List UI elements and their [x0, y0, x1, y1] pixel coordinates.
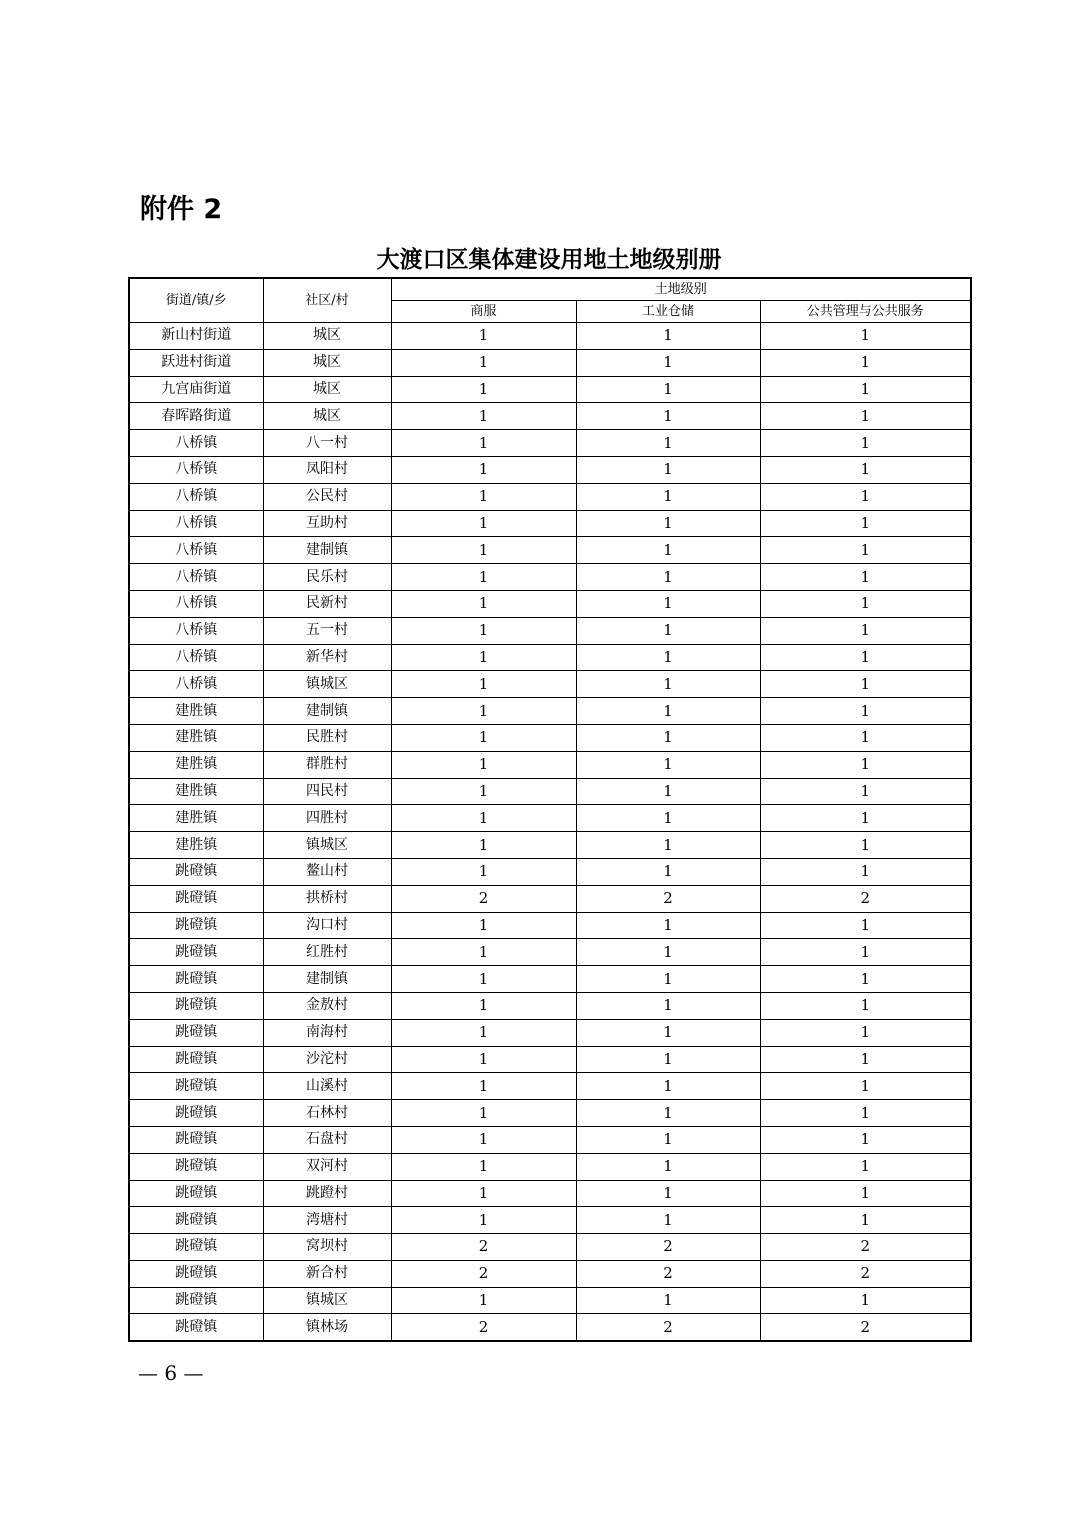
cell-community: 窝坝村: [263, 1234, 391, 1261]
cell-industrial-grade: 1: [576, 966, 760, 993]
cell-industrial-grade: 1: [576, 1180, 760, 1207]
cell-community: 南海村: [263, 1019, 391, 1046]
cell-district: 跳磴镇: [129, 939, 263, 966]
cell-industrial-grade: 1: [576, 698, 760, 725]
cell-commercial-grade: 1: [391, 1153, 576, 1180]
cell-public-grade: 1: [760, 912, 971, 939]
cell-district: 跳磴镇: [129, 992, 263, 1019]
cell-community: 鳌山村: [263, 858, 391, 885]
table-row: [129, 590, 971, 617]
cell-commercial-grade: 1: [391, 510, 576, 537]
cell-public-grade: 1: [760, 1153, 971, 1180]
table-row: [129, 376, 971, 403]
cell-industrial-grade: 1: [576, 992, 760, 1019]
cell-community: 沙沱村: [263, 1046, 391, 1073]
cell-district: 建胜镇: [129, 751, 263, 778]
cell-district: 跳磴镇: [129, 1073, 263, 1100]
table-row: [129, 1287, 971, 1314]
cell-district: 八桥镇: [129, 430, 263, 457]
cell-community: 沟口村: [263, 912, 391, 939]
table-row: [129, 1153, 971, 1180]
cell-district: 跳磴镇: [129, 1234, 263, 1261]
cell-community: 城区: [263, 349, 391, 376]
cell-commercial-grade: 1: [391, 430, 576, 457]
table-row: [129, 564, 971, 591]
cell-district: 跳磴镇: [129, 1019, 263, 1046]
cell-community: 石林村: [263, 1100, 391, 1127]
table-row: [129, 1126, 971, 1153]
table-row: [129, 992, 971, 1019]
table-row: [129, 483, 971, 510]
cell-public-grade: 1: [760, 724, 971, 751]
cell-community: 镇城区: [263, 832, 391, 859]
cell-district: 建胜镇: [129, 832, 263, 859]
cell-district: 建胜镇: [129, 778, 263, 805]
cell-industrial-grade: 1: [576, 1207, 760, 1234]
table-row: [129, 698, 971, 725]
header-commercial: 商服: [391, 301, 576, 323]
cell-commercial-grade: 1: [391, 349, 576, 376]
header-public: 公共管理与公共服务: [760, 301, 971, 323]
cell-industrial-grade: 2: [576, 1234, 760, 1261]
table-row: [129, 323, 971, 350]
table-row: [129, 1019, 971, 1046]
page-number: — 6 —: [138, 1361, 204, 1385]
cell-public-grade: 1: [760, 510, 971, 537]
table-row: [129, 1207, 971, 1234]
cell-commercial-grade: 2: [391, 1260, 576, 1287]
table-row: [129, 1046, 971, 1073]
cell-public-grade: 1: [760, 323, 971, 350]
cell-district: 新山村街道: [129, 323, 263, 350]
cell-industrial-grade: 1: [576, 912, 760, 939]
cell-industrial-grade: 1: [576, 939, 760, 966]
cell-public-grade: 1: [760, 403, 971, 430]
cell-industrial-grade: 1: [576, 858, 760, 885]
cell-district: 跳磴镇: [129, 1126, 263, 1153]
cell-public-grade: 1: [760, 671, 971, 698]
cell-community: 拱桥村: [263, 885, 391, 912]
header-community: 社区/村: [263, 278, 391, 323]
cell-public-grade: 2: [760, 885, 971, 912]
cell-public-grade: 1: [760, 537, 971, 564]
cell-commercial-grade: 1: [391, 966, 576, 993]
cell-community: 民新村: [263, 590, 391, 617]
cell-commercial-grade: 1: [391, 1073, 576, 1100]
cell-public-grade: 1: [760, 992, 971, 1019]
cell-community: 四胜村: [263, 805, 391, 832]
cell-community: 凤阳村: [263, 456, 391, 483]
cell-commercial-grade: 1: [391, 323, 576, 350]
table-row: [129, 832, 971, 859]
cell-community: 八一村: [263, 430, 391, 457]
table-row: [129, 966, 971, 993]
cell-community: 群胜村: [263, 751, 391, 778]
cell-public-grade: 2: [760, 1234, 971, 1261]
cell-community: 互助村: [263, 510, 391, 537]
cell-district: 跳磴镇: [129, 1100, 263, 1127]
cell-industrial-grade: 1: [576, 1126, 760, 1153]
cell-public-grade: 1: [760, 564, 971, 591]
cell-district: 八桥镇: [129, 537, 263, 564]
cell-public-grade: 1: [760, 456, 971, 483]
cell-public-grade: 1: [760, 1180, 971, 1207]
cell-district: 跳磴镇: [129, 912, 263, 939]
cell-district: 跳磴镇: [129, 885, 263, 912]
cell-public-grade: 1: [760, 349, 971, 376]
cell-industrial-grade: 1: [576, 510, 760, 537]
cell-district: 跳磴镇: [129, 966, 263, 993]
table-row: [129, 778, 971, 805]
cell-community: 四民村: [263, 778, 391, 805]
cell-commercial-grade: 1: [391, 1207, 576, 1234]
cell-commercial-grade: 1: [391, 912, 576, 939]
cell-district: 跃进村街道: [129, 349, 263, 376]
cell-district: 跳磴镇: [129, 1314, 263, 1341]
cell-industrial-grade: 1: [576, 323, 760, 350]
cell-community: 建制镇: [263, 698, 391, 725]
cell-public-grade: 2: [760, 1260, 971, 1287]
cell-community: 镇林场: [263, 1314, 391, 1341]
cell-industrial-grade: 1: [576, 483, 760, 510]
cell-district: 跳磴镇: [129, 1207, 263, 1234]
cell-community: 山溪村: [263, 1073, 391, 1100]
cell-district: 八桥镇: [129, 564, 263, 591]
cell-industrial-grade: 1: [576, 1100, 760, 1127]
table-row: [129, 1180, 971, 1207]
table-row: [129, 1260, 971, 1287]
table-row: [129, 1234, 971, 1261]
cell-public-grade: 1: [760, 778, 971, 805]
cell-district: 八桥镇: [129, 671, 263, 698]
cell-public-grade: 1: [760, 376, 971, 403]
cell-public-grade: 1: [760, 430, 971, 457]
cell-industrial-grade: 1: [576, 564, 760, 591]
cell-public-grade: 1: [760, 805, 971, 832]
cell-commercial-grade: 1: [391, 537, 576, 564]
cell-commercial-grade: 1: [391, 992, 576, 1019]
table-row: [129, 912, 971, 939]
table-row: [129, 510, 971, 537]
cell-commercial-grade: 1: [391, 1287, 576, 1314]
cell-industrial-grade: 2: [576, 1260, 760, 1287]
cell-district: 八桥镇: [129, 510, 263, 537]
cell-public-grade: 1: [760, 751, 971, 778]
table-row: [129, 751, 971, 778]
cell-commercial-grade: 1: [391, 1019, 576, 1046]
cell-commercial-grade: 1: [391, 644, 576, 671]
cell-community: 新合村: [263, 1260, 391, 1287]
cell-community: 红胜村: [263, 939, 391, 966]
cell-community: 民胜村: [263, 724, 391, 751]
table-row: [129, 430, 971, 457]
table-row: [129, 403, 971, 430]
cell-community: 民乐村: [263, 564, 391, 591]
cell-public-grade: 1: [760, 1046, 971, 1073]
cell-community: 湾塘村: [263, 1207, 391, 1234]
cell-district: 八桥镇: [129, 617, 263, 644]
cell-community: 五一村: [263, 617, 391, 644]
cell-commercial-grade: 1: [391, 778, 576, 805]
table-row: [129, 1073, 971, 1100]
table-body: [129, 323, 971, 1342]
cell-commercial-grade: 1: [391, 724, 576, 751]
cell-community: 建制镇: [263, 966, 391, 993]
cell-commercial-grade: 1: [391, 483, 576, 510]
cell-commercial-grade: 2: [391, 1314, 576, 1341]
cell-district: 跳磴镇: [129, 858, 263, 885]
cell-industrial-grade: 1: [576, 376, 760, 403]
cell-public-grade: 1: [760, 483, 971, 510]
cell-community: 镇城区: [263, 1287, 391, 1314]
cell-industrial-grade: 1: [576, 590, 760, 617]
cell-industrial-grade: 2: [576, 885, 760, 912]
document-title: 大渡口区集体建设用地土地级别册: [376, 247, 722, 273]
cell-industrial-grade: 1: [576, 456, 760, 483]
table-row: [129, 644, 971, 671]
cell-community: 城区: [263, 323, 391, 350]
cell-industrial-grade: 1: [576, 778, 760, 805]
cell-public-grade: 1: [760, 1287, 971, 1314]
cell-community: 新华村: [263, 644, 391, 671]
cell-community: 城区: [263, 403, 391, 430]
cell-industrial-grade: 1: [576, 1153, 760, 1180]
table-row: [129, 617, 971, 644]
table-row: [129, 1100, 971, 1127]
cell-community: 城区: [263, 376, 391, 403]
cell-district: 建胜镇: [129, 724, 263, 751]
cell-industrial-grade: 1: [576, 751, 760, 778]
land-grade-table: [128, 277, 972, 1342]
attachment-label: 附件 2: [140, 194, 223, 225]
cell-commercial-grade: 1: [391, 1180, 576, 1207]
cell-public-grade: 1: [760, 1019, 971, 1046]
cell-industrial-grade: 1: [576, 1046, 760, 1073]
cell-commercial-grade: 1: [391, 751, 576, 778]
cell-industrial-grade: 1: [576, 832, 760, 859]
cell-community: 镇城区: [263, 671, 391, 698]
cell-public-grade: 1: [760, 1100, 971, 1127]
table-row: [129, 939, 971, 966]
cell-public-grade: 1: [760, 644, 971, 671]
cell-district: 八桥镇: [129, 456, 263, 483]
cell-community: 公民村: [263, 483, 391, 510]
cell-commercial-grade: 1: [391, 805, 576, 832]
cell-public-grade: 1: [760, 858, 971, 885]
cell-commercial-grade: 2: [391, 885, 576, 912]
table-header: [129, 278, 971, 323]
cell-public-grade: 1: [760, 698, 971, 725]
header-row: [129, 278, 971, 301]
cell-district: 跳磴镇: [129, 1046, 263, 1073]
cell-community: 石盘村: [263, 1126, 391, 1153]
table-row: [129, 671, 971, 698]
cell-community: 跳蹬村: [263, 1180, 391, 1207]
cell-industrial-grade: 1: [576, 1287, 760, 1314]
cell-district: 跳磴镇: [129, 1153, 263, 1180]
cell-industrial-grade: 1: [576, 1073, 760, 1100]
cell-district: 跳磴镇: [129, 1260, 263, 1287]
cell-commercial-grade: 1: [391, 456, 576, 483]
header-district: 街道/镇/乡: [129, 278, 263, 323]
cell-commercial-grade: 1: [391, 1100, 576, 1127]
cell-industrial-grade: 1: [576, 644, 760, 671]
cell-district: 建胜镇: [129, 698, 263, 725]
cell-district: 跳磴镇: [129, 1180, 263, 1207]
cell-commercial-grade: 2: [391, 1234, 576, 1261]
cell-commercial-grade: 1: [391, 1046, 576, 1073]
cell-public-grade: 1: [760, 939, 971, 966]
cell-commercial-grade: 1: [391, 590, 576, 617]
cell-industrial-grade: 1: [576, 430, 760, 457]
cell-commercial-grade: 1: [391, 376, 576, 403]
cell-industrial-grade: 1: [576, 671, 760, 698]
table-row: [129, 456, 971, 483]
cell-industrial-grade: 2: [576, 1314, 760, 1341]
header-industrial: 工业仓储: [576, 301, 760, 323]
table-row: [129, 537, 971, 564]
table-row: [129, 858, 971, 885]
cell-industrial-grade: 1: [576, 537, 760, 564]
cell-district: 八桥镇: [129, 483, 263, 510]
cell-commercial-grade: 1: [391, 403, 576, 430]
cell-industrial-grade: 1: [576, 403, 760, 430]
cell-community: 金敖村: [263, 992, 391, 1019]
cell-public-grade: 1: [760, 1207, 971, 1234]
cell-industrial-grade: 1: [576, 349, 760, 376]
cell-district: 八桥镇: [129, 590, 263, 617]
table-row: [129, 724, 971, 751]
cell-district: 九宫庙街道: [129, 376, 263, 403]
cell-commercial-grade: 1: [391, 858, 576, 885]
cell-community: 建制镇: [263, 537, 391, 564]
cell-commercial-grade: 1: [391, 939, 576, 966]
cell-district: 建胜镇: [129, 805, 263, 832]
cell-commercial-grade: 1: [391, 832, 576, 859]
cell-district: 跳磴镇: [129, 1287, 263, 1314]
cell-commercial-grade: 1: [391, 698, 576, 725]
cell-industrial-grade: 1: [576, 805, 760, 832]
cell-public-grade: 1: [760, 1073, 971, 1100]
cell-industrial-grade: 1: [576, 724, 760, 751]
cell-public-grade: 1: [760, 590, 971, 617]
table-row: [129, 1314, 971, 1341]
cell-commercial-grade: 1: [391, 617, 576, 644]
table-row: [129, 805, 971, 832]
cell-commercial-grade: 1: [391, 671, 576, 698]
table-row: [129, 349, 971, 376]
cell-industrial-grade: 1: [576, 617, 760, 644]
cell-public-grade: 1: [760, 1126, 971, 1153]
cell-public-grade: 1: [760, 832, 971, 859]
cell-public-grade: 1: [760, 617, 971, 644]
cell-industrial-grade: 1: [576, 1019, 760, 1046]
cell-district: 八桥镇: [129, 644, 263, 671]
table-row: [129, 885, 971, 912]
cell-public-grade: 1: [760, 966, 971, 993]
cell-commercial-grade: 1: [391, 1126, 576, 1153]
header-land-grade: 土地级别: [391, 278, 971, 301]
cell-community: 双河村: [263, 1153, 391, 1180]
cell-commercial-grade: 1: [391, 564, 576, 591]
cell-district: 春晖路街道: [129, 403, 263, 430]
cell-public-grade: 2: [760, 1314, 971, 1341]
